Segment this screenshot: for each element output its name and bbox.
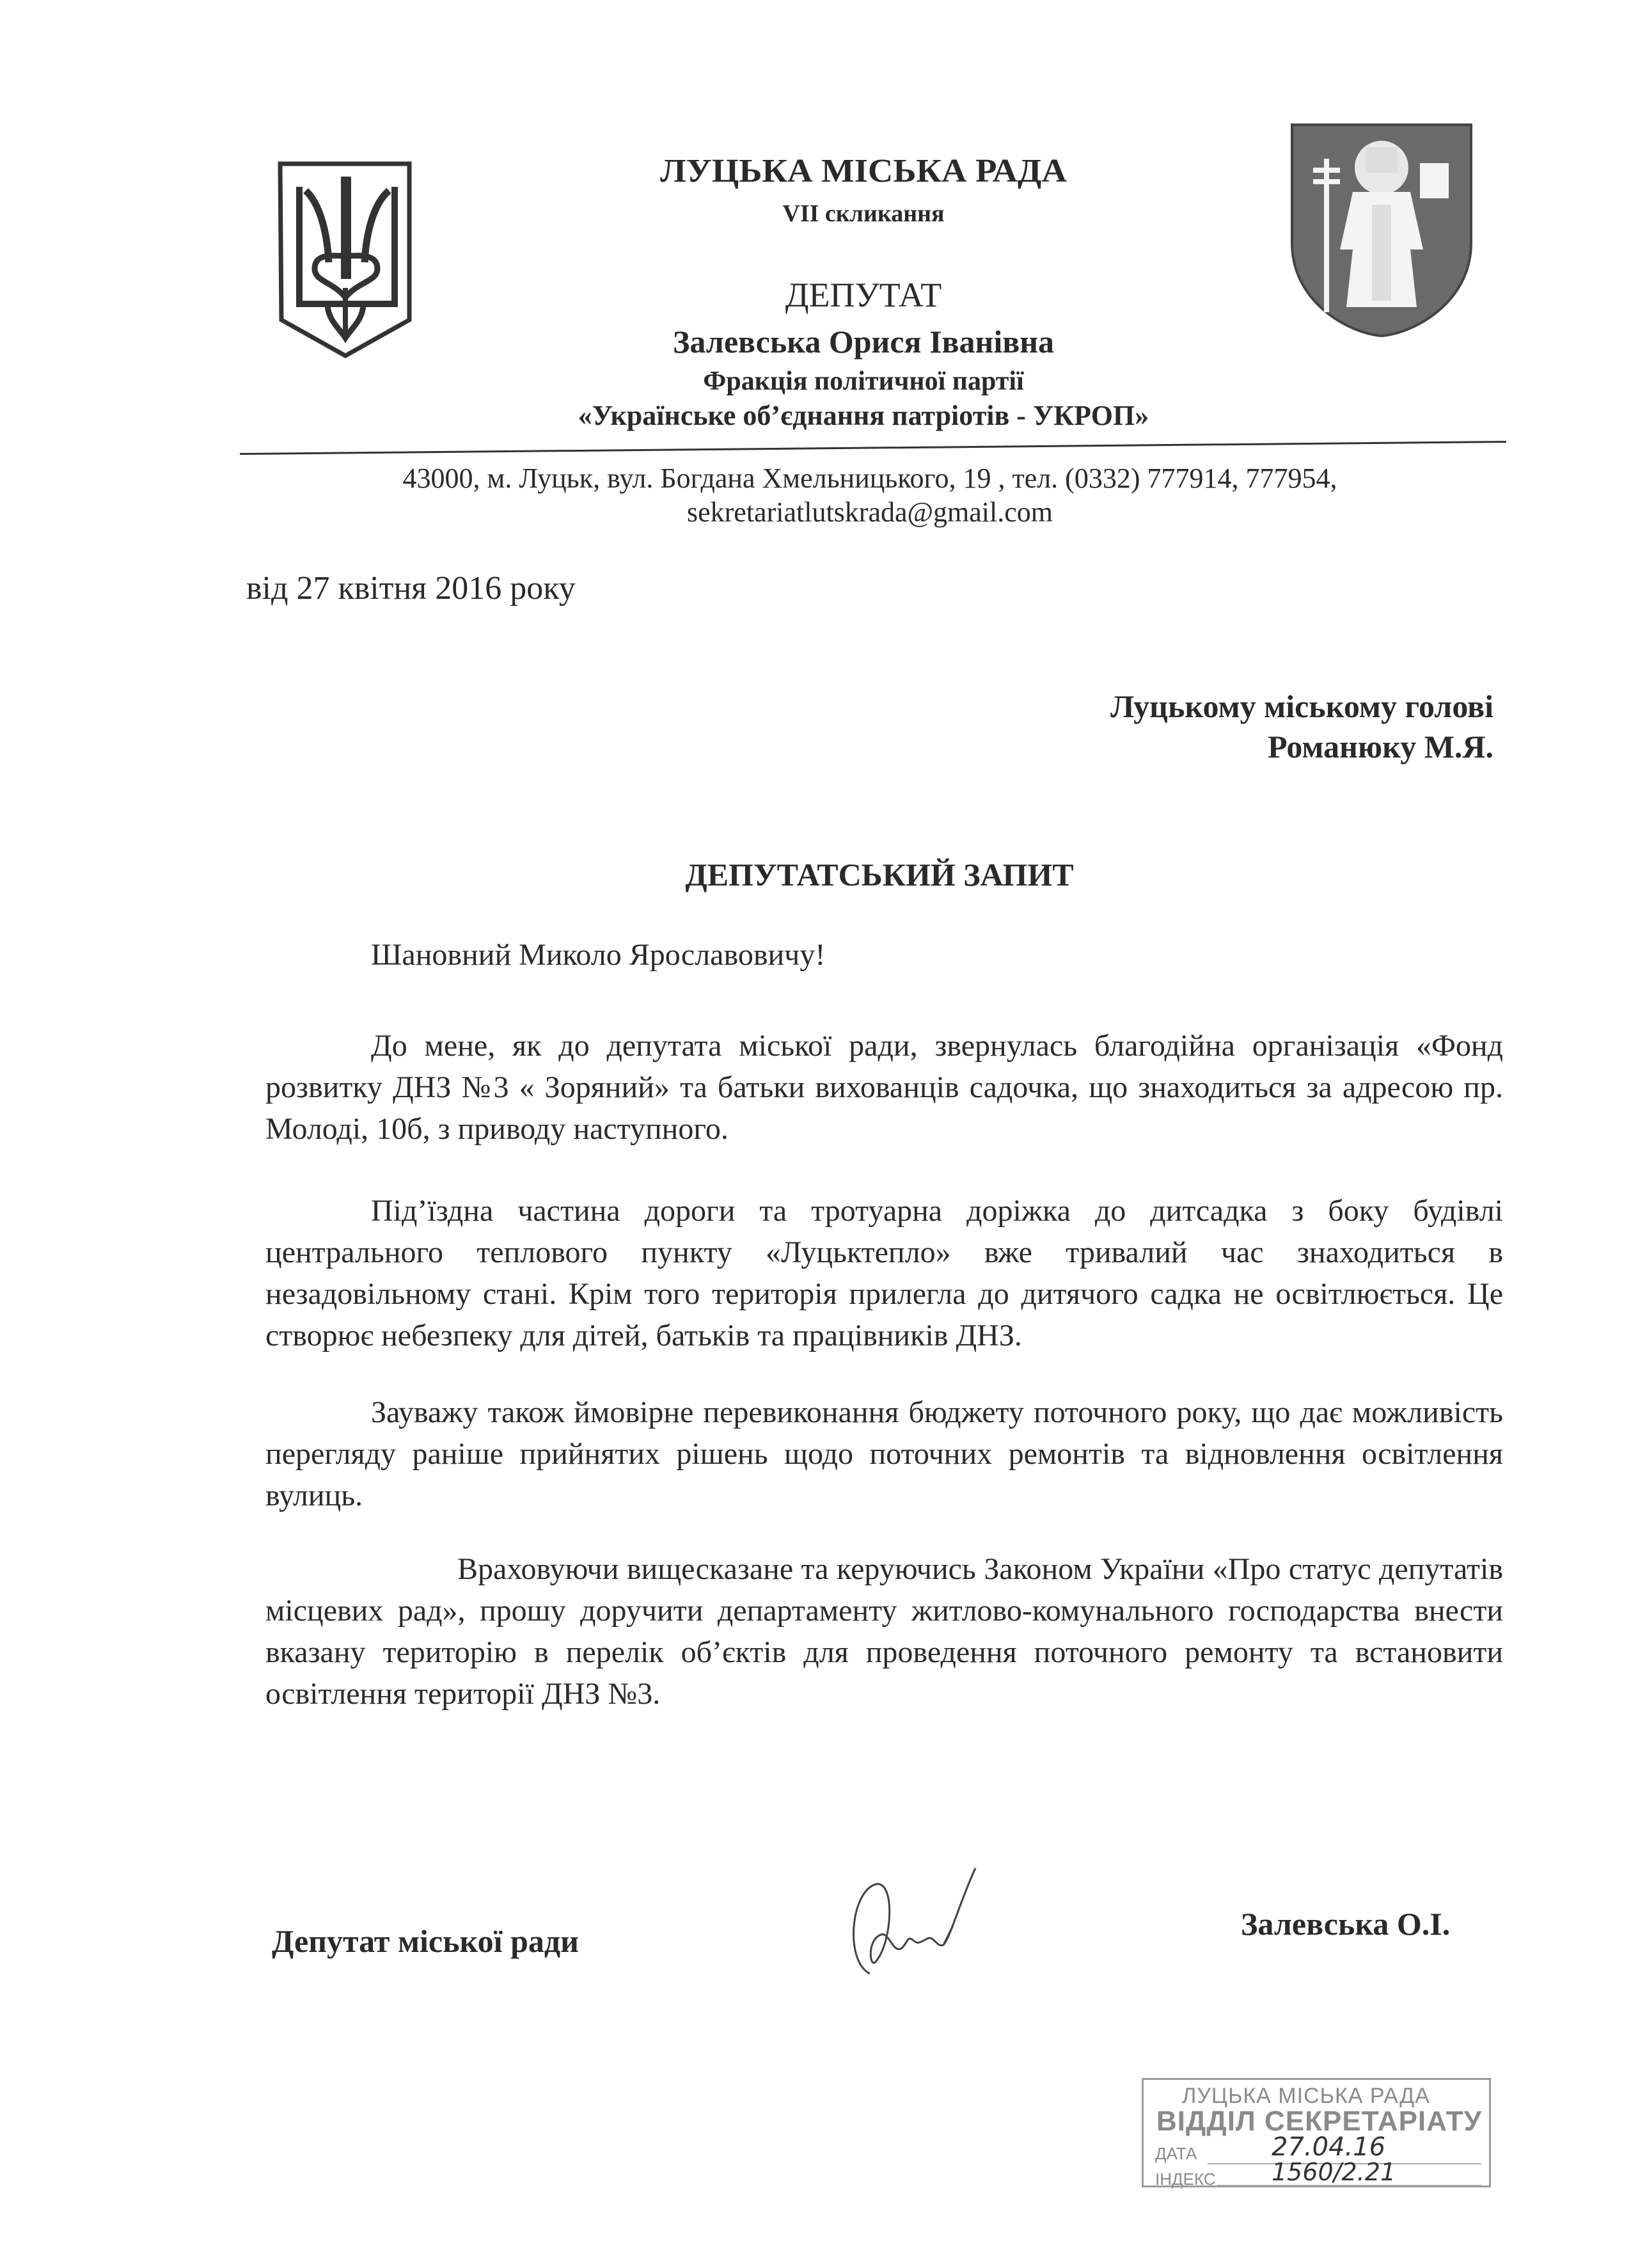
stamp-organization: ЛУЦЬКА МІСЬКА РАДА bbox=[1182, 2084, 1430, 2108]
document-title: ДЕПУТАТСЬКИЙ ЗАПИТ bbox=[685, 857, 1074, 892]
signer-name: Залевська О.І. bbox=[1241, 1906, 1451, 1942]
stamp-department: ВІДДІЛ СЕКРЕТАРІАТУ bbox=[1156, 2105, 1482, 2137]
ukraine-trident-icon bbox=[276, 160, 414, 360]
addressee-position: Луцькому міському голові bbox=[1110, 688, 1493, 724]
body-paragraph: Враховуючи вищесказане та керуючись Законом України «Про статус депутатів місцевих рад», прошу доручити департаменту житлово-комунального господарства внести вказану територію в перелік об’єктів для проведення поточного ремонту та встановити освітлення території ДНЗ №3. bbox=[265, 1552, 1503, 1711]
stamp-date-label: ДАТА bbox=[1155, 2144, 1197, 2163]
addressee-name: Романюку М.Я. bbox=[1268, 729, 1493, 765]
lutsk-coat-of-arms-icon bbox=[1289, 122, 1474, 339]
faction-label: Фракція політичної партії bbox=[703, 367, 1024, 396]
position-title: ДЕПУТАТ bbox=[785, 276, 942, 314]
convocation: VII скликання bbox=[782, 200, 945, 227]
stamp-date-value: 27.04.16 bbox=[1272, 2132, 1386, 2162]
email-address: sekretariatlutskrada@gmail.com bbox=[687, 496, 1053, 528]
registration-stamp bbox=[1142, 2078, 1491, 2187]
stamp-index-value: 1560/2.21 bbox=[1272, 2158, 1396, 2186]
letter-date: від 27 квітня 2016 року bbox=[246, 570, 576, 607]
body-paragraph: Під’їздна частина дороги та тротуарна доріжка до дитсадка з боку будівлі центрального теплового пункту «Луцьктепло» вже тривалий час знаходиться в незадовільному стані. Крім того територія прилегла до дитячого садка не освітлюється. Це створює небезпеку для дітей, батьків та працівників ДНЗ. bbox=[265, 1194, 1503, 1352]
body-paragraph: До мене, як до депутата міської ради, звернулась благодійна організація «Фонд розвитку ДНЗ №3 « Зоряний» та батьки вихованців садочка, що знаходиться за адресою пр. Молоді, 10б, з приводу наступного. bbox=[265, 1029, 1503, 1146]
stamp-index-label: ІНДЕКС bbox=[1155, 2169, 1216, 2189]
organization-name: ЛУЦЬКА МІСЬКА РАДА bbox=[660, 153, 1067, 189]
header-divider bbox=[240, 441, 1506, 455]
party-name: «Українське об’єднання патріотів - УКРОП» bbox=[578, 400, 1149, 431]
handwritten-signature-icon bbox=[831, 1865, 1011, 1980]
deputy-name: Залевська Орися Іванівна bbox=[672, 324, 1055, 360]
address-line: 43000, м. Луцьк, вул. Богдана Хмельницького, 19 , тел. (0332) 777914, 777954, bbox=[402, 463, 1337, 494]
signer-role: Депутат міської ради bbox=[272, 1923, 579, 1959]
body-paragraph: Зауважу також ймовірне перевиконання бюджету поточного року, що дає можливість перегляду раніше прийнятих рішень щодо поточних ремонтів та відновлення освітлення вулиць. bbox=[265, 1395, 1503, 1512]
greeting: Шановний Миколо Ярославовичу! bbox=[371, 938, 826, 972]
